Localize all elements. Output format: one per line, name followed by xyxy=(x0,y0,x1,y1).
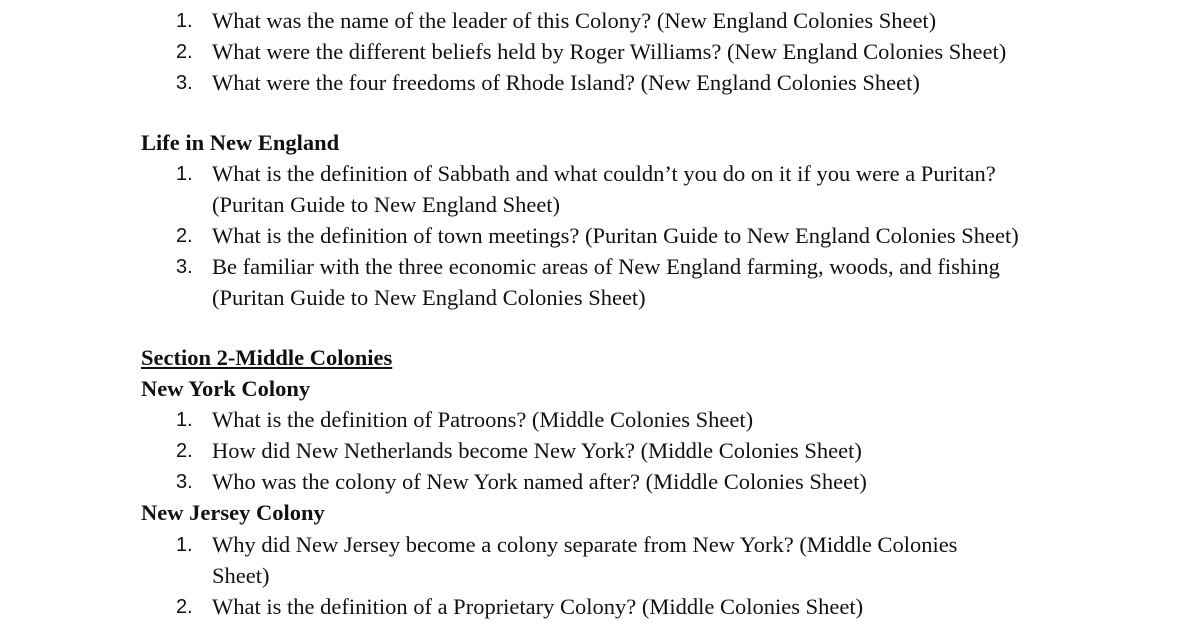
list-item-continuation: (Puritan Guide to New England Colonies Sheet) xyxy=(212,285,646,310)
list-item: What was the name of the leader of this Colony? (New England Colonies Sheet) xyxy=(212,8,937,33)
list-item-continuation: Sheet) xyxy=(212,563,270,588)
list-item: Who was the colony of New York named after? (Middle Colonies Sheet) xyxy=(212,469,867,494)
list-number: 1. xyxy=(176,409,193,431)
list-number: 3. xyxy=(176,72,193,94)
list-item-continuation: (Puritan Guide to New England Sheet) xyxy=(212,192,561,217)
list-item: What were the different beliefs held by Roger Williams? (New England Colonies Sheet) xyxy=(212,39,1007,64)
list-number: 2. xyxy=(176,440,193,462)
list-number: 3. xyxy=(176,471,193,493)
list-number: 1. xyxy=(176,534,193,556)
list-item: How did New Netherlands become New York? (Middle Colonies Sheet) xyxy=(212,438,862,463)
list-number: 2. xyxy=(176,41,193,63)
list-number: 2. xyxy=(176,225,193,247)
list-item: What is the definition of town meetings? (Puritan Guide to New England Colonies Sheet) xyxy=(212,223,1019,248)
heading-life-in-new-england: Life in New England xyxy=(141,130,340,155)
list-item: Be familiar with the three economic areas of New England farming, woods, and fishing xyxy=(212,254,1000,279)
list-number: 1. xyxy=(176,10,193,32)
list-item: Why did New Jersey become a colony separate from New York? (Middle Colonies xyxy=(212,532,958,557)
heading-new-york-colony: New York Colony xyxy=(141,376,311,401)
list-item: What is the definition of Sabbath and what couldn’t you do on it if you were a Puritan? xyxy=(212,161,996,186)
heading-section-2: Section 2-Middle Colonies xyxy=(141,345,393,370)
list-item: What were the four freedoms of Rhode Island? (New England Colonies Sheet) xyxy=(212,70,920,95)
list-number: 3. xyxy=(176,256,193,278)
list-number: 1. xyxy=(176,163,193,185)
heading-new-jersey-colony: New Jersey Colony xyxy=(141,500,325,525)
list-item: What is the definition of Patroons? (Middle Colonies Sheet) xyxy=(212,407,754,432)
list-item: What is the definition of a Proprietary Colony? (Middle Colonies Sheet) xyxy=(212,594,864,619)
list-number: 2. xyxy=(176,596,193,618)
